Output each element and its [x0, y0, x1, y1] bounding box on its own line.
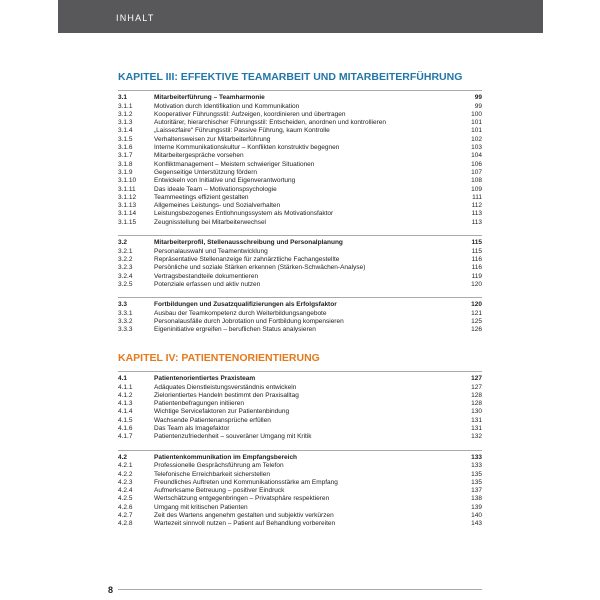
toc-entry-number: 4.1.5 [118, 416, 133, 424]
toc-entry-page: 102 [471, 135, 482, 143]
toc-entry-number: 3.1.2 [118, 110, 133, 118]
toc-entry-page: 115 [471, 247, 482, 255]
toc-section-heading [118, 94, 482, 103]
toc-entry-title: Autoritärer, hierarchischer Führungsstil: Entscheiden, anordnen und kontrollieren [154, 119, 386, 127]
toc-entry-title: Patientenkommunikation im Empfangsbereich [154, 453, 298, 461]
toc-entry-page: 128 [471, 400, 482, 408]
chapter-4-title: KAPITEL IV: PATIENTENORIENTIERUNG [118, 352, 320, 364]
toc-entry [118, 161, 482, 169]
toc-entry-page: 100 [471, 110, 482, 118]
toc-entry [118, 169, 482, 177]
toc-entry-title: Zeit des Wartens angenehm gestalten und subjektiv verkürzen [154, 512, 334, 520]
toc-entry [118, 425, 482, 433]
toc-section-heading [118, 301, 482, 310]
toc-entry-page: 113 [471, 210, 482, 218]
toc-entry-title: Kooperativer Führungsstil: Aufzeigen, koordinieren und übertragen [154, 110, 346, 118]
toc-entry [118, 210, 482, 218]
toc-entry-number: 4.1.7 [118, 433, 133, 441]
toc-entry-title: Wichtige Servicefaktoren zur Patientenbindung [154, 408, 290, 416]
toc-entry-title: Wartezeit sinnvoll nutzen – Patient auf Behandlung vorbereiten [154, 520, 336, 528]
toc-entry-title: Leistungsbezogenes Entlohnungssystem als Motivationsfaktor [154, 210, 334, 218]
toc-entry-title: Personalauswahl und Teamentwicklung [154, 247, 268, 255]
toc-entry-page: 104 [471, 152, 482, 160]
toc-entry [118, 433, 482, 441]
toc-entry-title: Aufmerksame Betreuung – positiver Eindruck [154, 487, 285, 495]
toc-entry-number: 4.1.4 [118, 408, 133, 416]
toc-entry [118, 471, 482, 479]
toc-section [118, 297, 482, 334]
toc-entry [118, 504, 482, 512]
toc-entry-page: 113 [471, 218, 482, 226]
toc-entry-title: Konfliktmanagement – Meistern schwieriger Situationen [154, 160, 315, 168]
toc-entry-page: 103 [471, 144, 482, 152]
toc-entry [118, 400, 482, 408]
toc-entry-page: 137 [471, 487, 482, 495]
toc-entry-number: 3.3.2 [118, 318, 133, 326]
toc-entry-page: 133 [471, 453, 482, 461]
toc-entry-title: Mitarbeiterführung – Teamharmonie [154, 94, 265, 101]
toc-section [118, 450, 482, 529]
toc-entry [118, 310, 482, 318]
toc-section [118, 90, 482, 227]
toc-entry [118, 152, 482, 160]
toc-entry [118, 318, 482, 326]
toc-entry-title: Repräsentative Stellenanzeige für zahnärztliche Fachangestellte [154, 255, 340, 263]
toc-section [118, 235, 482, 289]
toc-entry-page: 120 [471, 301, 482, 309]
toc-entry-number: 3.2 [118, 239, 128, 247]
toc-entry [118, 103, 482, 111]
toc-entry-title: Mitarbeitergespräche vorsehen [154, 152, 244, 160]
toc-entry-number: 4.2.2 [118, 470, 133, 478]
toc-entry-page: 108 [471, 177, 482, 185]
toc-entry-title: Motivation durch Identifikation und Kommunikation [154, 102, 300, 110]
toc-entry-number: 3.1.1 [118, 102, 133, 110]
toc-entry-number: 4.1.2 [118, 391, 133, 399]
toc-entry-title: Potenziale erfassen und aktiv nutzen [154, 280, 261, 288]
toc-entry [118, 248, 482, 256]
toc-entry-page: 135 [471, 470, 482, 478]
toc-entry-page: 125 [471, 318, 482, 326]
toc-entry-title: Patientenbefragungen initiieren [154, 400, 244, 408]
toc-entry-title: Professionelle Gesprächsführung am Telefon [154, 462, 284, 470]
toc-entry-number: 4.2.5 [118, 495, 133, 503]
toc-entry-title: Personalausfälle durch Jobrotation und Fortbildung kompensieren [154, 318, 344, 326]
toc-entry [118, 487, 482, 495]
toc-entry-number: 4.1.3 [118, 400, 133, 408]
toc-entry-number: 4.2.3 [118, 478, 133, 486]
toc-entry-page: 128 [471, 391, 482, 399]
toc-entry-title: Das Team als Imagefaktor [154, 425, 230, 433]
toc-entry-number: 4.2.4 [118, 487, 133, 495]
toc-entry-title: Verhaltensweisen zur Mitarbeiterführung [154, 135, 271, 143]
toc-entry-page: 131 [471, 425, 482, 433]
toc-entry-number: 3.1.5 [118, 135, 133, 143]
toc-entry-page: 116 [471, 264, 482, 272]
toc-entry-number: 3.1.6 [118, 144, 133, 152]
toc-entry [118, 111, 482, 119]
toc-entry-number: 4.1.6 [118, 425, 133, 433]
toc-entry-title: Mitarbeiterprofil, Stellenausschreibung und Personalplanung [154, 239, 343, 247]
toc-entry-number: 4.1.1 [118, 383, 133, 391]
toc-entry-number: 3.1 [118, 94, 128, 101]
toc-entry [118, 136, 482, 144]
toc-entry [118, 144, 482, 152]
toc-entry-page: 99 [474, 94, 482, 101]
toc-entry-page: 133 [471, 462, 482, 470]
toc-entry-number: 4.2.7 [118, 512, 133, 520]
toc-entry-page: 127 [471, 375, 482, 382]
toc-entry [118, 512, 482, 520]
toc-entry [118, 119, 482, 127]
toc-entry-number: 4.2.8 [118, 520, 133, 528]
toc-entry [118, 462, 482, 470]
toc-entry-page: 138 [471, 495, 482, 503]
toc-entry [118, 392, 482, 400]
toc-entry [118, 273, 482, 281]
toc-entry-number: 3.2.2 [118, 255, 133, 263]
toc-entry-number: 3.1.3 [118, 119, 133, 127]
toc-entry-title: „Laissezfaireʺ Führungsstil: Passive Führung, kaum Kontrolle [154, 127, 330, 135]
toc-entry-title: Zeugnisstellung bei Mitarbeiterwechsel [154, 218, 267, 226]
toc-entry [118, 417, 482, 425]
toc-entry-number: 3.2.1 [118, 247, 133, 255]
toc-entry-page: 139 [471, 503, 482, 511]
chapter-3-title: KAPITEL III: EFFEKTIVE TEAMARBEIT UND MITARBEITERFÜHRUNG [118, 71, 463, 83]
toc-entry-number: 4.2.6 [118, 503, 133, 511]
toc-entry-page: 115 [471, 239, 482, 247]
toc-entry-number: 3.1.4 [118, 127, 133, 135]
toc-entry-title: Das ideale Team – Motivationspsychologie [154, 185, 277, 193]
toc-entry-page: 112 [471, 202, 482, 210]
toc-section-heading [118, 375, 482, 384]
toc-entry-page: 101 [471, 119, 482, 127]
toc-entry-number: 3.1.14 [118, 210, 137, 218]
toc-entry-number: 3.3.1 [118, 309, 133, 317]
toc-entry-page: 99 [474, 102, 482, 110]
toc-entry-page: 109 [471, 185, 482, 193]
page-number: 8 [108, 585, 114, 595]
toc-entry [118, 384, 482, 392]
chapter-3-toc [118, 90, 482, 343]
toc-entry-page: 126 [471, 326, 482, 334]
toc-entry-number: 3.1.10 [118, 177, 137, 185]
toc-entry-title: Wertschätzung entgegenbringen – Privatsphäre respektieren [154, 495, 330, 503]
toc-entry-number: 3.2.5 [118, 280, 133, 288]
toc-entry-title: Teammeetings effizient gestalten [154, 193, 249, 201]
toc-entry-title: Entwickeln von Initiative und Eigenverantwortung [154, 177, 296, 185]
toc-entry-number: 3.2.3 [118, 264, 133, 272]
toc-entry-number: 3.1.12 [118, 193, 137, 201]
toc-entry-number: 3.3.3 [118, 326, 133, 334]
toc-entry-page: 111 [472, 193, 482, 201]
toc-entry [118, 281, 482, 289]
toc-entry [118, 202, 482, 210]
toc-entry-number: 4.1 [118, 375, 128, 382]
toc-entry-title: Fortbildungen und Zusatzqualifizierungen als Erfolgsfaktor [154, 301, 337, 309]
toc-entry-number: 3.1.9 [118, 168, 133, 176]
toc-entry-title: Patientenzufriedenheit – souveräner Umgang mit Kritik [154, 433, 312, 441]
toc-entry-page: 140 [471, 512, 482, 520]
toc-entry-number: 3.1.8 [118, 160, 133, 168]
toc-entry [118, 495, 482, 503]
toc-section [118, 371, 482, 442]
toc-entry-number: 4.2.1 [118, 462, 133, 470]
toc-entry-title: Persönliche und soziale Stärken erkennen (Stärken-Schwächen-Analyse) [154, 264, 366, 272]
toc-entry [118, 264, 482, 272]
chapter-4-toc [118, 371, 482, 537]
toc-entry [118, 186, 482, 194]
toc-entry-page: 143 [471, 520, 482, 528]
toc-entry-page: 116 [471, 255, 482, 263]
toc-entry-title: Wachsende Patientenansprüche erfüllen [154, 416, 271, 424]
toc-entry-page: 127 [471, 383, 482, 391]
toc-entry [118, 520, 482, 528]
toc-entry-page: 135 [471, 478, 482, 486]
toc-section-heading [118, 239, 482, 248]
toc-entry-title: Freundliches Auftreten und Kommunikationsstärke am Empfang [154, 478, 338, 486]
toc-entry-title: Patientenorientiertes Praxisteam [154, 375, 256, 382]
header-bar [58, 0, 543, 33]
toc-entry [118, 194, 482, 202]
toc-entry-number: 3.1.13 [118, 202, 137, 210]
toc-entry-title: Vertragsbestandteile dokumentieren [154, 272, 259, 280]
toc-entry-title: Umgang mit kritischen Patienten [154, 503, 248, 511]
toc-entry-title: Zielorientiertes Handeln bestimmt den Praxisalltag [154, 391, 299, 399]
toc-entry-page: 107 [471, 168, 482, 176]
toc-entry-title: Adäquates Dienstleistungsverständnis entwickeln [154, 383, 297, 391]
toc-entry-title: Interne Kommunikationskultur – Konflikten konstruktiv begegnen [154, 144, 340, 152]
toc-entry [118, 219, 482, 227]
toc-entry-number: 3.1.7 [118, 152, 133, 160]
toc-section-heading [118, 454, 482, 463]
toc-entry [118, 408, 482, 416]
toc-entry-page: 130 [471, 408, 482, 416]
toc-entry-page: 119 [471, 272, 482, 280]
toc-entry-title: Allgemeines Leistungs- und Sozialverhalten [154, 202, 281, 210]
toc-entry-title: Ausbau der Teamkompetenz durch Weiterbildungsangebote [154, 309, 327, 317]
toc-entry-page: 121 [471, 309, 482, 317]
toc-entry-number: 4.2 [118, 453, 128, 461]
toc-entry-number: 3.1.15 [118, 218, 137, 226]
toc-entry-title: Gegenseitige Unterstützung fördern [154, 168, 257, 176]
toc-entry [118, 256, 482, 264]
toc-entry-page: 120 [471, 280, 482, 288]
toc-entry [118, 326, 482, 334]
toc-entry-page: 132 [471, 433, 482, 441]
toc-entry-page: 106 [471, 160, 482, 168]
toc-entry-page: 101 [471, 127, 482, 135]
footer-rule [118, 589, 482, 590]
toc-entry-number: 3.3 [118, 301, 128, 309]
toc-entry-title: Eigeninitiative ergreifen – beruflichen Status analysieren [154, 326, 316, 334]
toc-entry [118, 127, 482, 135]
toc-entry-title: Telefonische Erreichbarkeit sicherstellen [154, 470, 270, 478]
toc-entry [118, 177, 482, 185]
toc-entry-number: 3.1.11 [118, 185, 136, 193]
header-title: INHALT [116, 13, 155, 23]
toc-entry-number: 3.2.4 [118, 272, 133, 280]
toc-entry-page: 131 [471, 416, 482, 424]
toc-entry [118, 479, 482, 487]
